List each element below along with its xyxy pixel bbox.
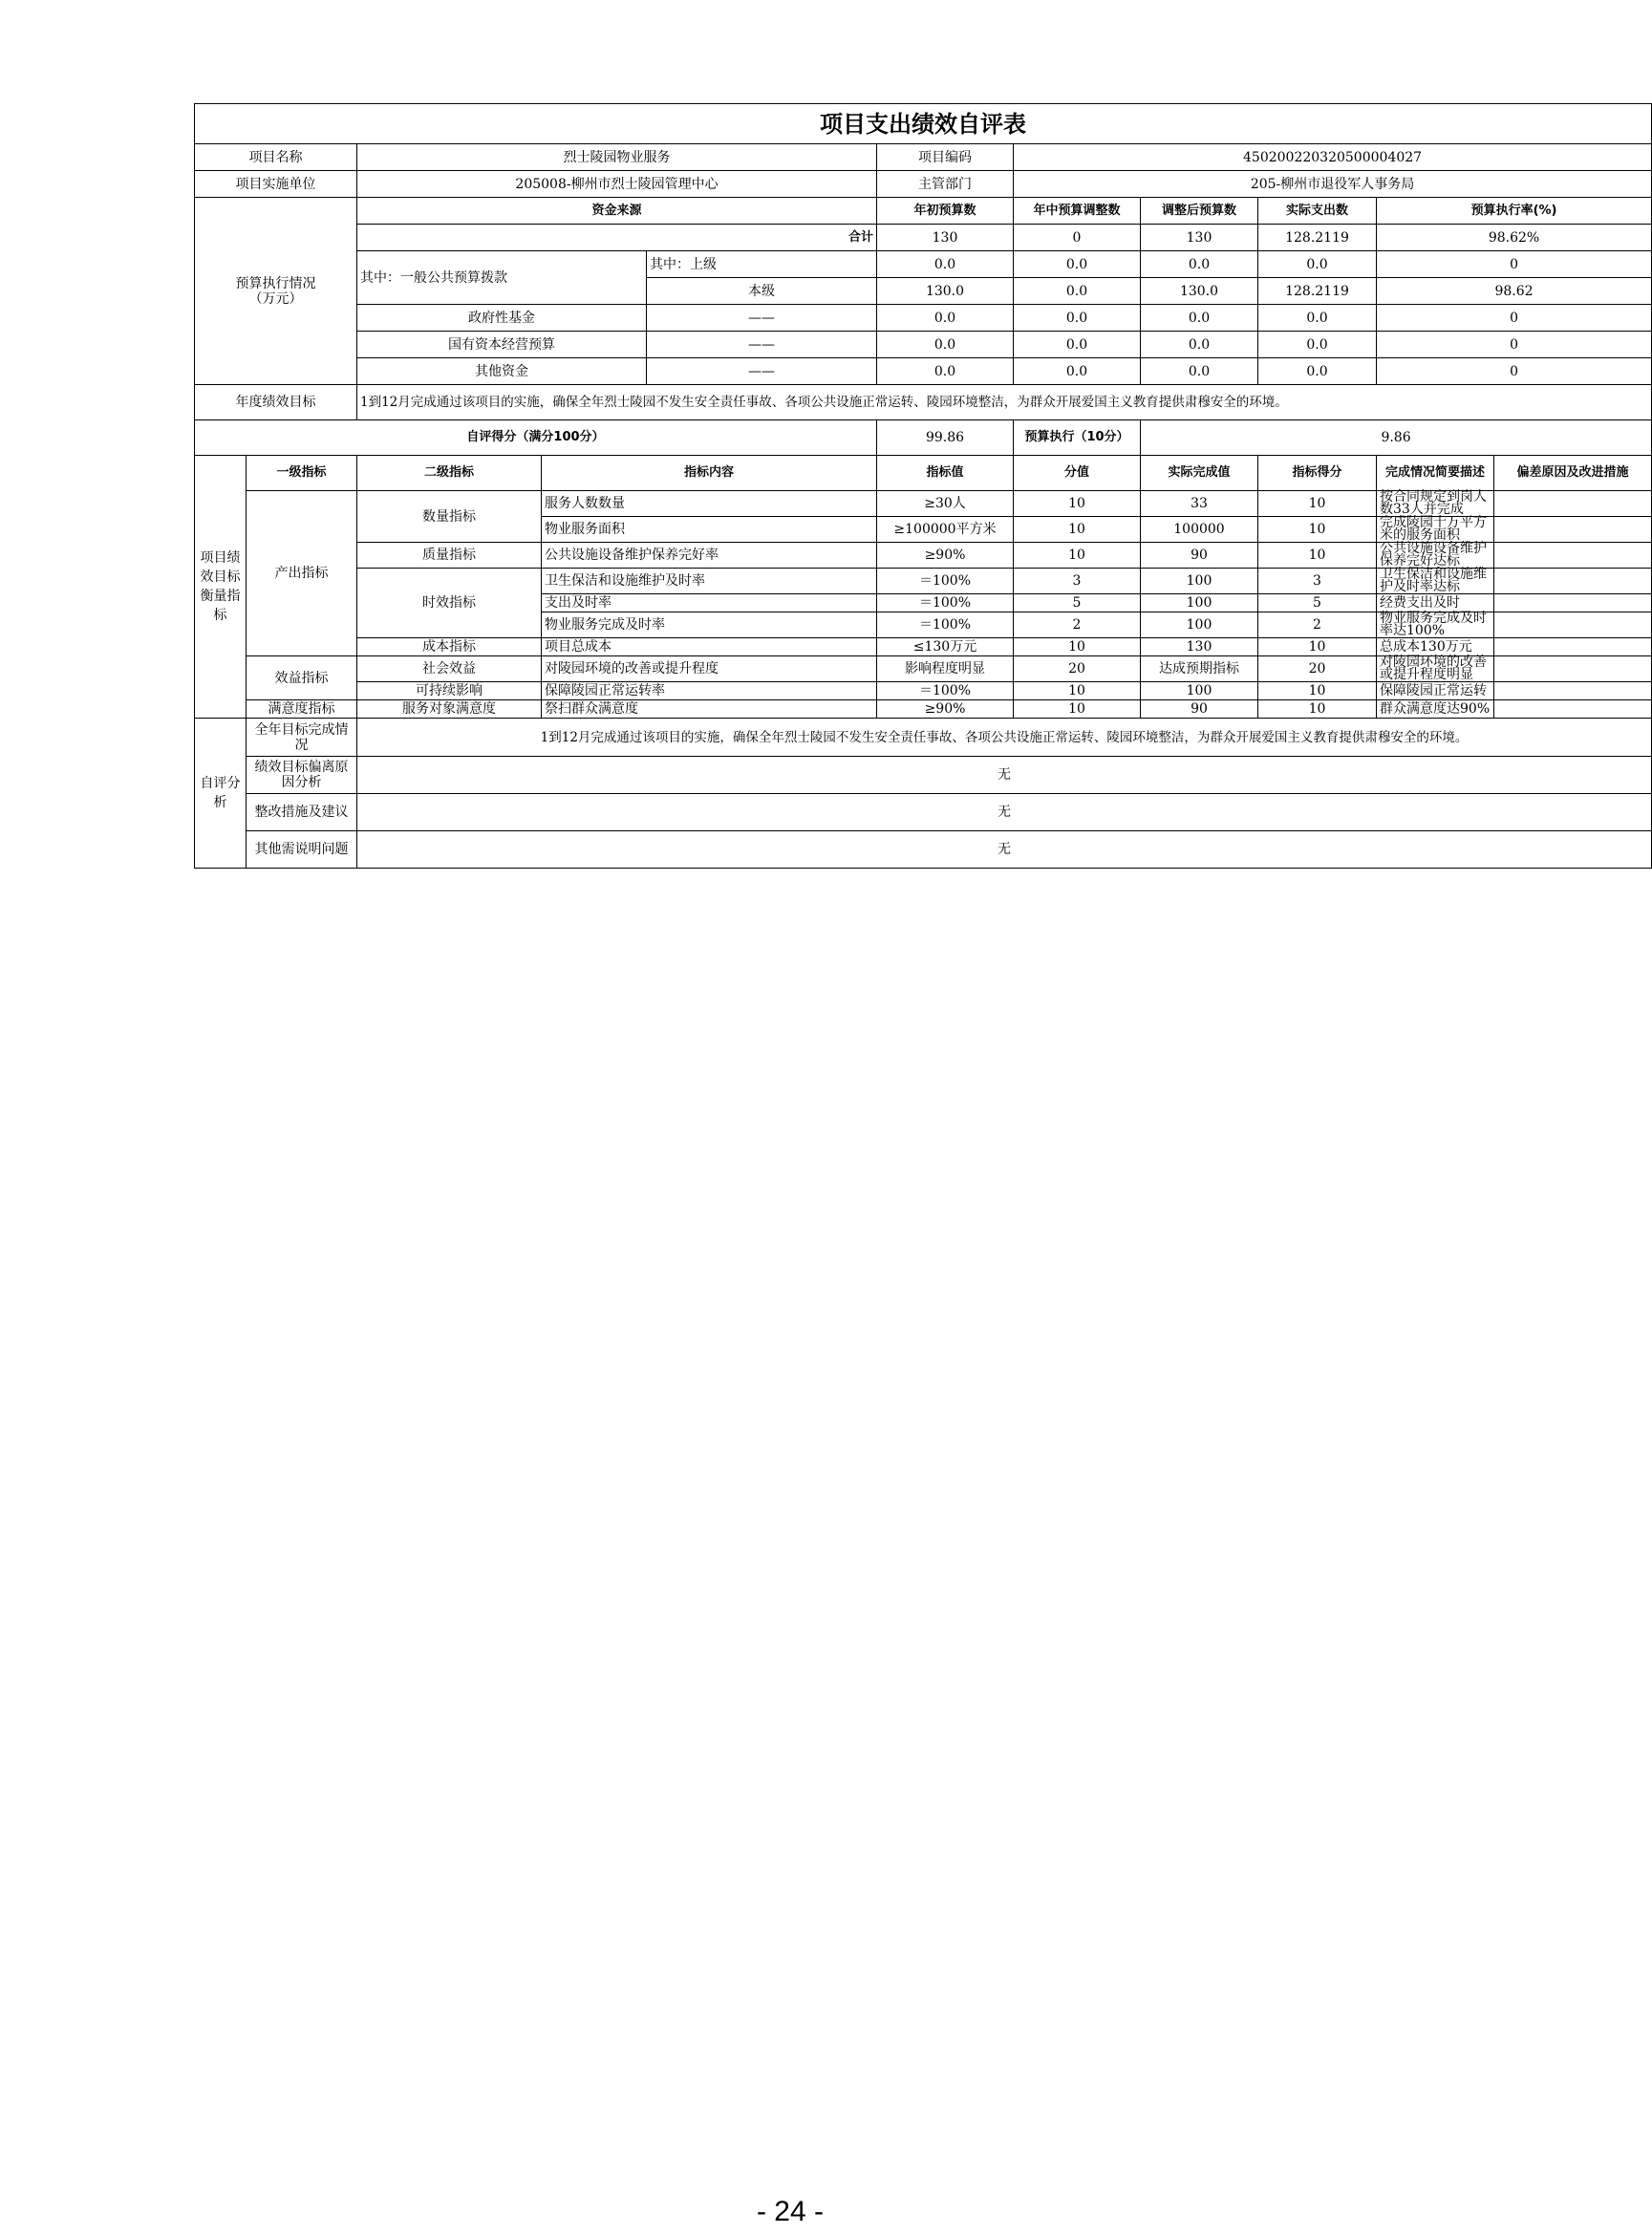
form-title: 项目支出绩效自评表 <box>195 104 1652 144</box>
indicator-score: 10 <box>1258 700 1377 719</box>
budget-header-rate: 预算执行率(%) <box>1377 198 1652 225</box>
indicator-description: 按合同规定到岗人数33人并完成 <box>1377 491 1494 517</box>
indicator-actual: 达成预期指标 <box>1141 656 1258 682</box>
indicator-weight: 20 <box>1014 656 1141 682</box>
header-level1: 一级指标 <box>247 456 357 491</box>
indicator-content: 服务人数数量 <box>542 491 877 517</box>
indicator-weight: 10 <box>1014 700 1141 719</box>
indicator-content: 对陵园环境的改善或提升程度 <box>542 656 877 682</box>
budget-total-initial: 130 <box>877 225 1014 251</box>
budget-exec-score-value: 9.86 <box>1141 420 1652 456</box>
implementing-unit-label: 项目实施单位 <box>195 171 357 198</box>
indicator-actual: 100 <box>1141 682 1258 700</box>
project-name-label: 项目名称 <box>195 144 357 171</box>
level2-satisfaction: 服务对象满意度 <box>357 700 542 719</box>
project-code-label: 项目编码 <box>877 144 1014 171</box>
local-mid-adjust: 0.0 <box>1014 278 1141 305</box>
indicator-content: 祭扫群众满意度 <box>542 700 877 719</box>
indicator-description: 经费支出及时 <box>1377 594 1494 612</box>
gov-fund-initial: 0.0 <box>877 305 1014 332</box>
other-funds-initial: 0.0 <box>877 358 1014 385</box>
state-capital-initial: 0.0 <box>877 332 1014 358</box>
indicator-target: ＝100% <box>877 594 1014 612</box>
project-code-value: 450200220320500004027 <box>1014 144 1652 171</box>
budget-total-mid-adjust: 0 <box>1014 225 1141 251</box>
budget-header-source: 资金来源 <box>357 198 877 225</box>
gov-fund-rate: 0 <box>1377 305 1652 332</box>
indicator-deviation <box>1494 612 1652 638</box>
state-capital-rate: 0 <box>1377 332 1652 358</box>
indicator-deviation <box>1494 638 1652 656</box>
budget-total-adjusted: 130 <box>1141 225 1258 251</box>
other-funds-dash: —— <box>647 358 877 385</box>
self-eval-section-label: 自评分析 <box>195 719 247 869</box>
indicator-content: 支出及时率 <box>542 594 877 612</box>
level2-quantity: 数量指标 <box>357 491 542 543</box>
header-actual: 实际完成值 <box>1141 456 1258 491</box>
indicator-description: 完成陵园十万平方米的服务面积 <box>1377 517 1494 543</box>
header-weight: 分值 <box>1014 456 1141 491</box>
indicator-deviation <box>1494 594 1652 612</box>
indicator-description: 群众满意度达90% <box>1377 700 1494 719</box>
completion-text: 1到12月完成通过该项目的实施，确保全年烈士陵园不发生安全责任事故、各项公共设施正常运转、陵园环境整洁，为群众开展爱国主义教育提供肃穆安全的环境。 <box>357 719 1652 757</box>
budget-header-mid-adjust: 年中预算调整数 <box>1014 198 1141 225</box>
header-score: 指标得分 <box>1258 456 1377 491</box>
indicator-description: 公共设施设备维护保养完好达标 <box>1377 543 1494 569</box>
indicator-actual: 130 <box>1141 638 1258 656</box>
budget-total-rate: 98.62% <box>1377 225 1652 251</box>
indicator-actual: 33 <box>1141 491 1258 517</box>
indicator-target: ≤130万元 <box>877 638 1014 656</box>
indicator-weight: 2 <box>1014 612 1141 638</box>
indicator-description: 总成本130万元 <box>1377 638 1494 656</box>
indicator-content: 物业服务完成及时率 <box>542 612 877 638</box>
header-level2: 二级指标 <box>357 456 542 491</box>
indicator-target: ＝100% <box>877 612 1014 638</box>
budget-header-actual: 实际支出数 <box>1258 198 1377 225</box>
local-actual: 128.2119 <box>1258 278 1377 305</box>
annual-goal-text: 1到12月完成通过该项目的实施，确保全年烈士陵园不发生安全责任事故、各项公共设施正常运转、陵园环境整洁，为群众开展爱国主义教育提供肃穆安全的环境。 <box>357 385 1652 420</box>
indicator-score: 5 <box>1258 594 1377 612</box>
state-capital-label: 国有资本经营预算 <box>357 332 647 358</box>
indicator-content: 项目总成本 <box>542 638 877 656</box>
general-budget-label: 其中：一般公共预算拨款 <box>357 251 647 305</box>
budget-header-initial: 年初预算数 <box>877 198 1014 225</box>
local-adjusted: 130.0 <box>1141 278 1258 305</box>
indicator-content: 保障陵园正常运转率 <box>542 682 877 700</box>
deviation-analysis-label: 绩效目标偏离原因分析 <box>247 757 357 794</box>
indicator-score: 10 <box>1258 543 1377 569</box>
gov-fund-actual: 0.0 <box>1258 305 1377 332</box>
level2-quality: 质量指标 <box>357 543 542 569</box>
upper-rate: 0 <box>1377 251 1652 278</box>
indicator-target: ≥90% <box>877 700 1014 719</box>
indicator-deviation <box>1494 656 1652 682</box>
local-rate: 98.62 <box>1377 278 1652 305</box>
upper-level-label: 其中：上级 <box>647 251 877 278</box>
indicator-actual: 100000 <box>1141 517 1258 543</box>
page-number: - 24 - <box>756 2196 825 2227</box>
indicator-deviation <box>1494 682 1652 700</box>
other-funds-actual: 0.0 <box>1258 358 1377 385</box>
state-capital-mid-adjust: 0.0 <box>1014 332 1141 358</box>
indicator-weight: 10 <box>1014 543 1141 569</box>
header-target: 指标值 <box>877 456 1014 491</box>
other-issues-text: 无 <box>357 831 1652 869</box>
other-funds-label: 其他资金 <box>357 358 647 385</box>
indicator-description: 对陵园环境的改善或提升程度明显 <box>1377 656 1494 682</box>
indicator-target: ≥30人 <box>877 491 1014 517</box>
level1-satisfaction: 满意度指标 <box>247 700 357 719</box>
indicator-target: ＝100% <box>877 682 1014 700</box>
indicator-actual: 100 <box>1141 594 1258 612</box>
indicator-actual: 90 <box>1141 543 1258 569</box>
indicator-description: 保障陵园正常运转 <box>1377 682 1494 700</box>
state-capital-adjusted: 0.0 <box>1141 332 1258 358</box>
evaluation-form <box>194 103 1629 869</box>
indicator-score: 3 <box>1258 569 1377 594</box>
indicator-score: 10 <box>1258 517 1377 543</box>
level2-cost: 成本指标 <box>357 638 542 656</box>
other-funds-adjusted: 0.0 <box>1141 358 1258 385</box>
header-content: 指标内容 <box>542 456 877 491</box>
local-initial: 130.0 <box>877 278 1014 305</box>
annual-goal-label: 年度绩效目标 <box>195 385 357 420</box>
indicator-deviation <box>1494 700 1652 719</box>
department-label: 主管部门 <box>877 171 1014 198</box>
budget-section-label: 预算执行情况 （万元） <box>195 198 357 385</box>
rectification-label: 整改措施及建议 <box>247 794 357 831</box>
evaluation-table <box>194 103 1652 869</box>
local-level-label: 本级 <box>647 278 877 305</box>
indicator-target: ≥100000平方米 <box>877 517 1014 543</box>
level2-sustainability: 可持续影响 <box>357 682 542 700</box>
upper-actual: 0.0 <box>1258 251 1377 278</box>
budget-header-adjusted: 调整后预算数 <box>1141 198 1258 225</box>
deviation-analysis-text: 无 <box>357 757 1652 794</box>
indicator-score: 2 <box>1258 612 1377 638</box>
indicator-target: ＝100% <box>877 569 1014 594</box>
rectification-text: 无 <box>357 794 1652 831</box>
upper-adjusted: 0.0 <box>1141 251 1258 278</box>
indicators-section-label: 项目绩效目标衡量指标 <box>195 456 247 719</box>
indicator-target: 影响程度明显 <box>877 656 1014 682</box>
state-capital-actual: 0.0 <box>1258 332 1377 358</box>
indicator-actual: 100 <box>1141 569 1258 594</box>
upper-initial: 0.0 <box>877 251 1014 278</box>
budget-total-label: 合计 <box>357 225 877 251</box>
indicator-weight: 10 <box>1014 491 1141 517</box>
indicator-description: 卫生保洁和设施维护及时率达标 <box>1377 569 1494 594</box>
indicator-score: 10 <box>1258 638 1377 656</box>
level1-output: 产出指标 <box>247 491 357 656</box>
upper-mid-adjust: 0.0 <box>1014 251 1141 278</box>
indicator-content: 物业服务面积 <box>542 517 877 543</box>
implementing-unit-value: 205008-柳州市烈士陵园管理中心 <box>357 171 877 198</box>
other-funds-rate: 0 <box>1377 358 1652 385</box>
indicator-weight: 5 <box>1014 594 1141 612</box>
budget-total-actual: 128.2119 <box>1258 225 1377 251</box>
gov-fund-adjusted: 0.0 <box>1141 305 1258 332</box>
indicator-deviation <box>1494 569 1652 594</box>
gov-fund-label: 政府性基金 <box>357 305 647 332</box>
indicator-content: 公共设施设备维护保养完好率 <box>542 543 877 569</box>
header-deviation: 偏差原因及改进措施 <box>1494 456 1652 491</box>
indicator-score: 20 <box>1258 656 1377 682</box>
indicator-content: 卫生保洁和设施维护及时率 <box>542 569 877 594</box>
self-score-value: 99.86 <box>877 420 1014 456</box>
other-issues-label: 其他需说明问题 <box>247 831 357 869</box>
indicator-actual: 90 <box>1141 700 1258 719</box>
gov-fund-mid-adjust: 0.0 <box>1014 305 1141 332</box>
gov-fund-dash: —— <box>647 305 877 332</box>
indicator-deviation <box>1494 517 1652 543</box>
indicator-target: ≥90% <box>877 543 1014 569</box>
indicator-actual: 100 <box>1141 612 1258 638</box>
indicator-description: 物业服务完成及时率达100% <box>1377 612 1494 638</box>
project-name-value: 烈士陵园物业服务 <box>357 144 877 171</box>
indicator-weight: 10 <box>1014 638 1141 656</box>
budget-exec-score-label: 预算执行（10分） <box>1014 420 1141 456</box>
department-value: 205-柳州市退役军人事务局 <box>1014 171 1652 198</box>
indicator-weight: 3 <box>1014 569 1141 594</box>
indicator-deviation <box>1494 491 1652 517</box>
level2-social: 社会效益 <box>357 656 542 682</box>
level1-benefit: 效益指标 <box>247 656 357 700</box>
indicator-score: 10 <box>1258 491 1377 517</box>
indicator-score: 10 <box>1258 682 1377 700</box>
indicator-weight: 10 <box>1014 682 1141 700</box>
other-funds-mid-adjust: 0.0 <box>1014 358 1141 385</box>
level2-timeliness: 时效指标 <box>357 569 542 638</box>
indicator-deviation <box>1494 543 1652 569</box>
indicator-weight: 10 <box>1014 517 1141 543</box>
self-score-label: 自评得分（满分100分） <box>195 420 877 456</box>
completion-label: 全年目标完成情况 <box>247 719 357 757</box>
state-capital-dash: —— <box>647 332 877 358</box>
header-description: 完成情况简要描述 <box>1377 456 1494 491</box>
